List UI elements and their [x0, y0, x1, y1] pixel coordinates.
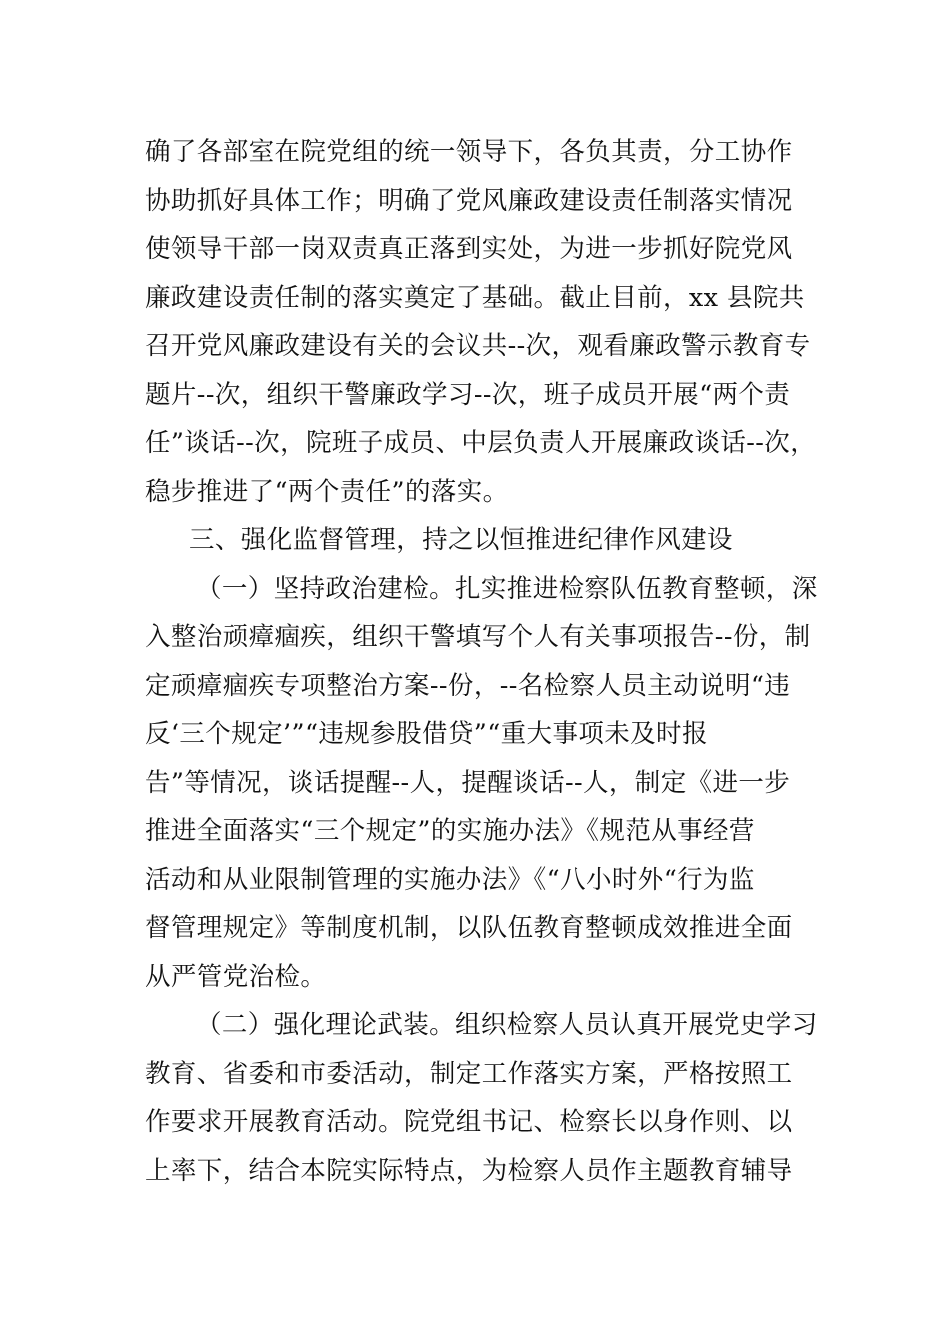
text-line: （一）坚持政治建检。扎实推进检察队伍教育整顿，深 — [196, 573, 818, 604]
paragraph-accountability-summary — [145, 128, 815, 516]
paragraph-political-building — [145, 565, 818, 1002]
text-line: （二）强化理论武装。组织检察人员认真开展党史学习 — [196, 1010, 818, 1040]
text-line: 题片--次，组织干警廉政学习--次，班子成员开展“两个责 — [145, 379, 791, 410]
paragraph-theory-armament — [145, 1001, 818, 1195]
text-line: 从严管党治检。 — [145, 961, 327, 992]
text-line: 教育、省委和市委活动，制定工作落实方案，严格按照工 — [145, 1058, 793, 1089]
text-line: 使领导干部一岗双责真正落到实处，为进一步抓好院党风 — [145, 234, 793, 264]
text-line: 上率下，结合本院实际特点，为检察人员作主题教育辅导 — [145, 1155, 793, 1186]
text-line: 稳步推进了“两个责任”的落实。 — [145, 476, 509, 507]
text-line: 督管理规定》等制度机制，以队伍教育整顿成效推进全面 — [145, 913, 793, 943]
section-heading-text: 三、强化监督管理，持之以恒推进纪律作风建设 — [189, 525, 733, 555]
text-line: 召开党风廉政建设有关的会议共--次，观看廉政警示教育专 — [145, 331, 811, 361]
text-line: 作要求开展教育活动。院党组书记、检察长以身作则、以 — [145, 1107, 793, 1137]
text-line: 定顽瘴痼疾专项整治方案--份，--名检察人员主动说明“违 — [145, 670, 791, 701]
text-line: 任”谈话--次，院班子成员、中层负责人开展廉政谈话--次， — [145, 428, 817, 458]
document-body — [145, 128, 818, 1195]
text-line: 反‘三个规定’”“违规参股借贷”“重大事项未及时报 — [145, 719, 708, 749]
text-line: 廉政建设责任制的落实奠定了基础。截止目前，xx 县院共 — [145, 282, 805, 313]
text-line: 协助抓好具体工作；明确了党风廉政建设责任制落实情况 — [145, 185, 793, 216]
text-line: 推进全面落实“三个规定”的实施办法》《规范从事经营 — [145, 816, 755, 846]
text-line: 活动和从业限制管理的实施办法》《“八小时外“行为监 — [145, 864, 755, 895]
text-line: 确了各部室在院党组的统一领导下，各负其责，分工协作 — [145, 137, 793, 167]
text-line: 入整治顽瘴痼疾，组织干警填写个人有关事项报告--份，制 — [145, 622, 811, 652]
section-heading-three — [145, 516, 815, 565]
text-line: 告”等情况，谈话提醒--人，提醒谈话--人，制定《进一步 — [145, 767, 791, 798]
